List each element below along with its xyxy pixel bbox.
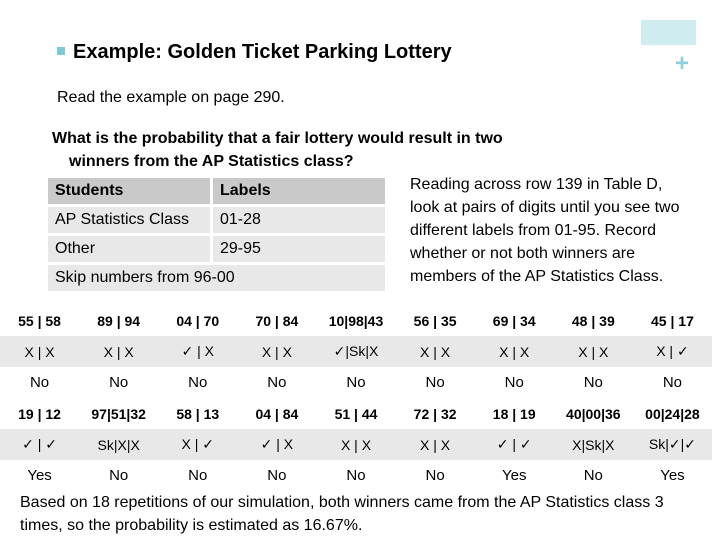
trial-result: No <box>188 374 208 391</box>
trial-marks-row <box>0 336 712 367</box>
trial-result-row <box>0 367 712 398</box>
question-text <box>52 127 612 173</box>
trial-marks: X|Sk|X <box>554 429 633 460</box>
trial-digits: 69 | 34 <box>492 312 536 329</box>
trial-digits: 51 | 44 <box>334 405 378 422</box>
trial-result: No <box>346 467 366 484</box>
group-name: AP Statistics Class <box>48 207 213 236</box>
trial-result: Yes <box>501 467 527 484</box>
table-row <box>48 236 385 265</box>
trial-digits: 45 | 17 <box>651 312 694 329</box>
question-line-2: winners from the AP Statistics class? <box>69 153 354 170</box>
trial-marks: ✓ | X <box>237 429 316 460</box>
trial-marks: X | X <box>396 429 475 460</box>
trial-digits: 40|00|36 <box>566 405 621 422</box>
trial-digits: 04 | 70 <box>176 312 220 329</box>
skip-note: Skip numbers from 96-00 <box>48 265 385 294</box>
trial-marks: ✓|Sk|X <box>316 336 395 367</box>
trial-digits: 97|51|32 <box>91 405 146 422</box>
header-students: Students <box>48 178 213 207</box>
trial-marks: X | X <box>0 336 79 367</box>
trial-result-row <box>0 460 712 491</box>
trial-marks-row <box>0 429 712 460</box>
trial-digits: 19 | 12 <box>18 405 61 422</box>
trial-marks: Sk|✓|✓ <box>633 429 712 460</box>
trial-digits-row <box>0 398 712 429</box>
trial-digits: 89 | 94 <box>97 312 141 329</box>
trial-marks: X | ✓ <box>633 336 712 367</box>
group-labels: 29-95 <box>213 236 385 265</box>
trial-marks: ✓ | ✓ <box>0 429 79 460</box>
table-row <box>48 207 385 236</box>
trial-result: No <box>425 467 445 484</box>
trial-digits: 70 | 84 <box>255 312 299 329</box>
trial-marks: X | X <box>475 336 554 367</box>
square-bullet-icon <box>57 47 65 55</box>
trial-digits: 58 | 13 <box>176 405 220 422</box>
trial-digits: 72 | 32 <box>413 405 457 422</box>
trial-result: No <box>109 467 129 484</box>
trial-digits: 00|24|28 <box>645 405 700 422</box>
trial-result: No <box>109 374 129 391</box>
plus-icon: + <box>675 50 690 77</box>
trial-digits-row <box>0 305 712 336</box>
trial-result: No <box>583 374 603 391</box>
trial-result: Yes <box>27 467 52 484</box>
trial-digits: 10|98|43 <box>328 312 384 329</box>
trial-digits: 04 | 84 <box>255 405 299 422</box>
header-labels: Labels <box>213 178 385 207</box>
trial-marks: X | X <box>554 336 633 367</box>
trial-digits: 56 | 35 <box>413 312 457 329</box>
labels-table <box>48 178 385 294</box>
trial-digits: 18 | 19 <box>492 405 536 422</box>
accent-bar <box>641 20 696 45</box>
slide-title-text: Example: Golden Ticket Parking Lottery <box>73 41 452 63</box>
trial-marks: X | X <box>396 336 475 367</box>
trial-marks: Sk|X|X <box>79 429 158 460</box>
trial-result: No <box>267 374 287 391</box>
simulation-grid-body <box>0 305 712 491</box>
simulation-instructions: Reading across row 139 in Table D, look at pairs of digits until you see two different labels from 01-95. Record whether or not both winners are members of the AP Statistics Class. <box>410 176 680 285</box>
trial-digits: 55 | 58 <box>18 312 61 329</box>
trial-result: No <box>425 374 445 391</box>
trial-marks: X | X <box>237 336 316 367</box>
trial-marks: ✓ | X <box>158 336 237 367</box>
trial-result: Yes <box>660 467 685 484</box>
trial-digits: 48 | 39 <box>571 312 615 329</box>
trial-result: No <box>662 374 683 391</box>
question-line-1: What is the probability that a fair lottery would result in two <box>52 130 503 147</box>
group-labels: 01-28 <box>213 207 385 236</box>
group-name: Other <box>48 236 213 265</box>
trial-result: No <box>346 374 366 391</box>
table-row <box>48 265 385 294</box>
trial-result: No <box>29 374 50 391</box>
read-instruction: Read the example on page 290. <box>57 89 285 106</box>
trial-result: No <box>583 467 603 484</box>
labels-table-header <box>48 178 385 207</box>
trial-result: No <box>267 467 287 484</box>
trial-marks: X | ✓ <box>158 429 237 460</box>
trial-marks: X | X <box>316 429 395 460</box>
trial-marks: X | X <box>79 336 158 367</box>
trial-result: No <box>504 374 524 391</box>
trial-marks: ✓ | ✓ <box>475 429 554 460</box>
trial-result: No <box>188 467 208 484</box>
summary-text: Based on 18 repetitions of our simulation, both winners came from the AP Statistics class 3 times, so the probability is estimated as 16.67%. <box>20 494 664 534</box>
simulation-grid <box>0 305 712 491</box>
slide-title <box>57 40 452 64</box>
